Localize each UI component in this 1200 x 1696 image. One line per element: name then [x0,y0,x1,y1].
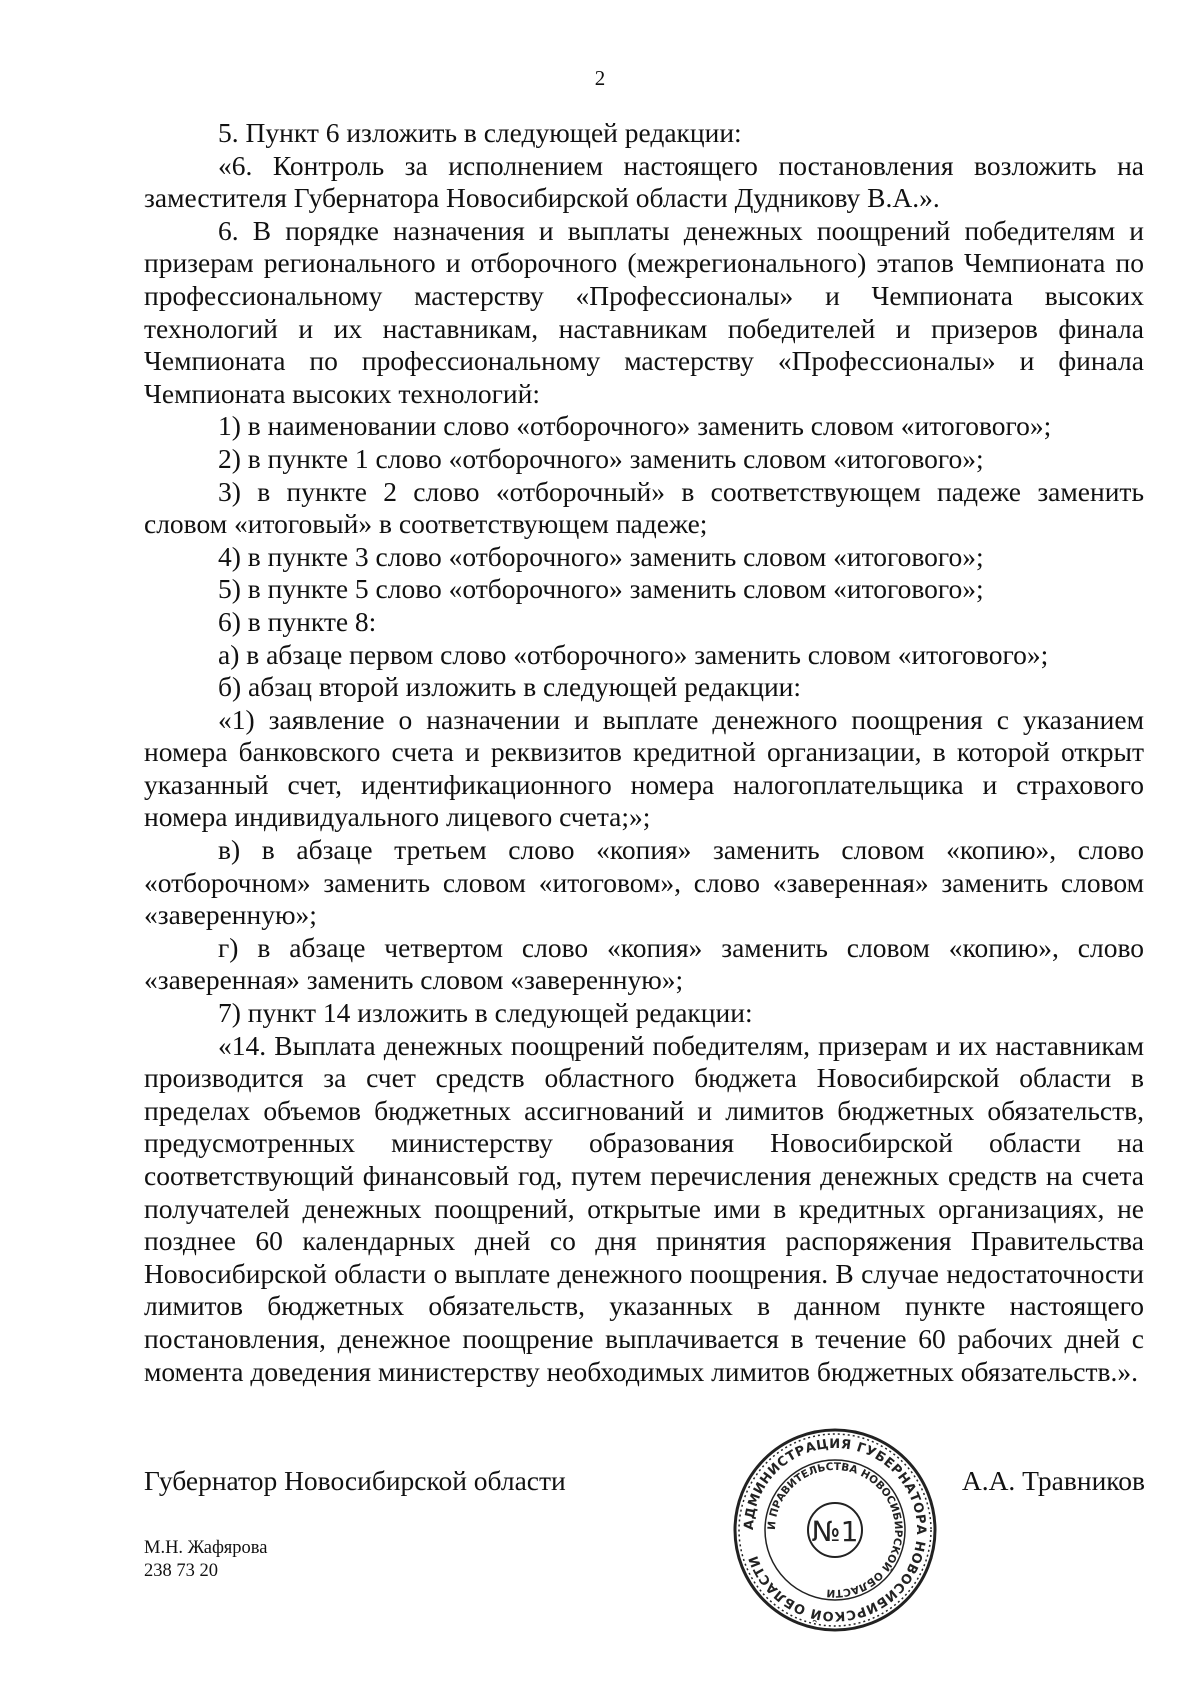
executor-name: М.Н. Жафярова [144,1538,268,1558]
seal-outer-text: АДМИНИСТРАЦИЯ ГУБЕРНАТОРА НОВОСИБИРСКОЙ ОБЛАСТИ [741,1436,929,1624]
paragraph: б) абзац второй изложить в следующей редакции: [218,671,802,703]
executor-phone: 238 73 20 [144,1561,218,1581]
paragraph: «6. Контроль за исполнением настоящего постановления возложить на заместителя Губернатора Новосибирской области Дудникову В.А.». [144,149,1144,214]
paragraph: 7) пункт 14 изложить в следующей редакции: [218,997,753,1029]
page-number: 2 [594,66,606,90]
official-seal [730,1425,940,1635]
paragraph: 3) в пункте 2 слово «отборочный» в соответствующем падеже заменить словом «итоговый» в соответствующем падеже; [144,475,1144,540]
paragraph: 2) в пункте 1 слово «отборочного» заменить словом «итогового»; [218,442,984,474]
document-body [144,117,1144,1388]
paragraph: в) в абзаце третьем слово «копия» заменить словом «копию», слово «отборочном» заменить словом «итоговом», слово «заверенная» заменить словом «заверенную»; [144,834,1144,931]
seal-inner-text: И ПРАВИТЕЛЬСТВА НОВОСИБИРСКОЙ ОБЛАСТИ [765,1460,905,1600]
paragraph: «1) заявление о назначении и выплате денежного поощрения с указанием номера банковского счета и реквизитов кредитной организации, в которой открыт указанный счет, идентификационного номера налогоплательщика и страхового номера индивидуального лицевого счета;»; [144,703,1144,833]
paragraph: 6. В порядке назначения и выплаты денежных поощрений победителям и призерам регионального и отборочного (межрегионального) этапов Чемпионата по профессиональному мастерству «Профессионалы» и Чемпионата высоких технологий и их наставникам, наставникам победителей и призеров финала Чемпионата по профессиональному мастерству «Профессионалы» и финала Чемпионата высоких технологий: [144,214,1144,409]
paragraph: 4) в пункте 3 слово «отборочного» заменить словом «итогового»; [218,540,984,572]
paragraph: «14. Выплата денежных поощрений победителям, призерам и их наставникам производится за счет средств областного бюджета Новосибирской области в пределах объемов бюджетных ассигнований и лимитов бюджетных обязательств, предусмотренных министерству образования Новосибирской области на соответствующий финансовый год, путем перечисления денежных средств на счета получателей денежных поощрений, открытые ими в кредитных организациях, не позднее 60 календарных дней со дня принятия распоряжения Правительства Новосибирской области о выплате денежного поощрения. В случае недостаточности лимитов бюджетных обязательств, указанных в данном пункте настоящего постановления, денежное поощрение выплачивается в течение 60 рабочих дней с момента доведения министерству необходимых лимитов бюджетных обязательств.». [144,1029,1144,1387]
paragraph: 5) в пункте 5 слово «отборочного» заменить словом «итогового»; [218,573,984,605]
paragraph: 6) в пункте 8: [218,605,377,637]
paragraph: а) в абзаце первом слово «отборочного» заменить словом «итогового»; [218,638,1049,670]
signatory-name: А.А. Травников [961,1465,1145,1496]
paragraph: 5. Пункт 6 изложить в следующей редакции: [218,117,742,148]
paragraph: г) в абзаце четвертом слово «копия» заменить словом «копию», слово «заверенная» заменить словом «заверенную»; [144,931,1144,996]
executor-info [144,1537,267,1583]
paragraph: 1) в наименовании слово «отборочного» заменить словом «итогового»; [218,410,1052,442]
seal-number: №1 [811,1515,859,1548]
signatory-title: Губернатор Новосибирской области [144,1465,566,1496]
